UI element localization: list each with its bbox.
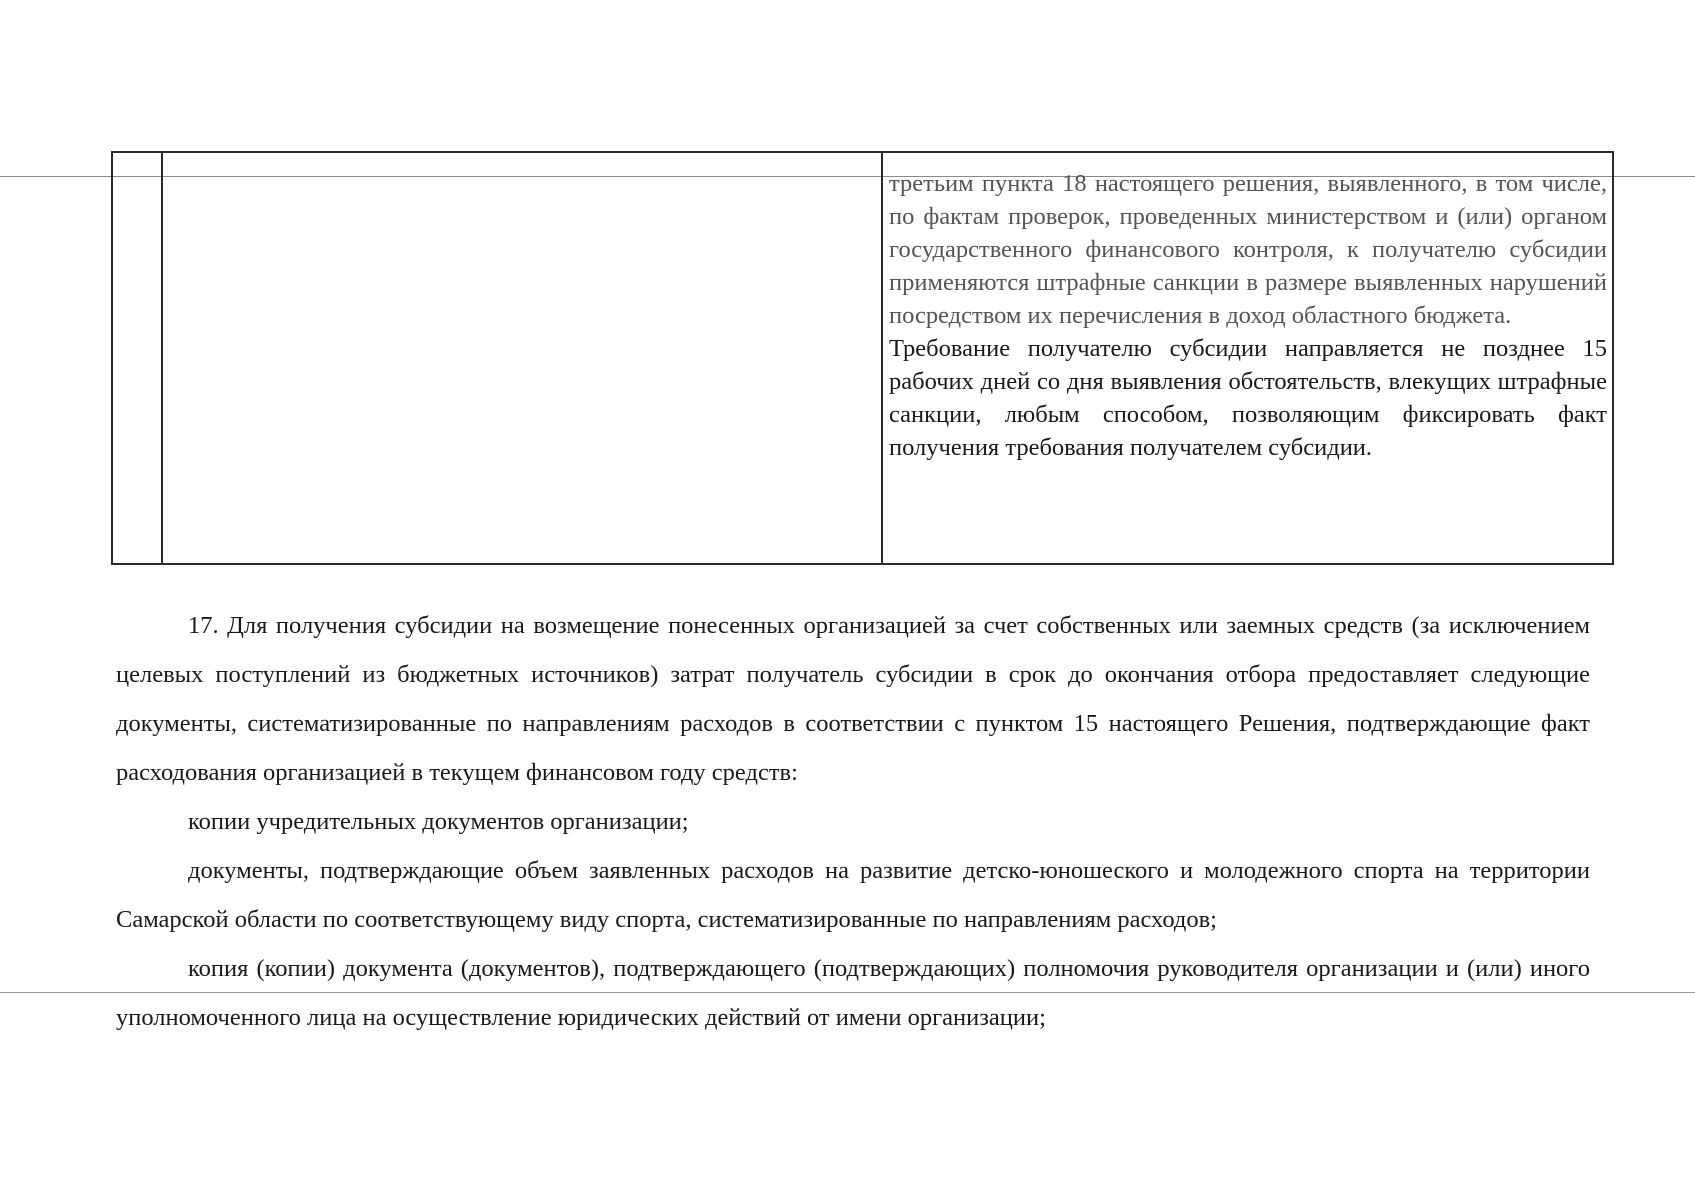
scan-artifact-line-bottom [0, 992, 1695, 993]
table-cell-paragraph: третьим пункта 18 настоящего решения, выявленного, в том числе, по фактам проверок, проведенных министерством и (или) органом государственного финансового контроля, к получателю субсидии применяются штрафные санкции в размере выявленных нарушений посредством их перечисления в доход областного бюджета. [889, 170, 1607, 329]
list-item-paragraph: копии учредительных документов организации; [188, 808, 689, 835]
table-cell-text [889, 167, 1607, 464]
document-body [116, 601, 1590, 1042]
continuation-table [111, 151, 1614, 565]
paragraph-17: 17. Для получения субсидии на возмещение понесенных организацией за счет собственных или заемных средств (за исключением целевых поступлений из бюджетных источников) затрат получатель субсидии в срок до окончания отбора предоставляет следующие документы, систематизированные по направлениям расходов в соответствии с пунктом 15 настоящего Решения, подтверждающие факт расходования организацией в текущем финансовом году средств: [116, 612, 1590, 786]
list-item-paragraph: копия (копии) документа (документов), подтверждающего (подтверждающих) полномочия руководителя организации и (или) иного уполномоченного лица на осуществление юридических действий от имени организации; [116, 955, 1590, 1031]
table-column-divider-2 [881, 153, 883, 563]
list-item-paragraph: документы, подтверждающие объем заявленных расходов на развитие детско-юношеского и молодежного спорта на территории Самарской области по соответствующему виду спорта, систематизированные по направлениям расходов; [116, 857, 1590, 933]
table-column-divider-1 [161, 153, 163, 563]
table-cell-paragraph: Требование получателю субсидии направляется не позднее 15 рабочих дней со дня выявления обстоятельств, влекущих штрафные санкции, любым способом, позволяющим фиксировать факт получения требования получателем субсидии. [889, 335, 1607, 461]
